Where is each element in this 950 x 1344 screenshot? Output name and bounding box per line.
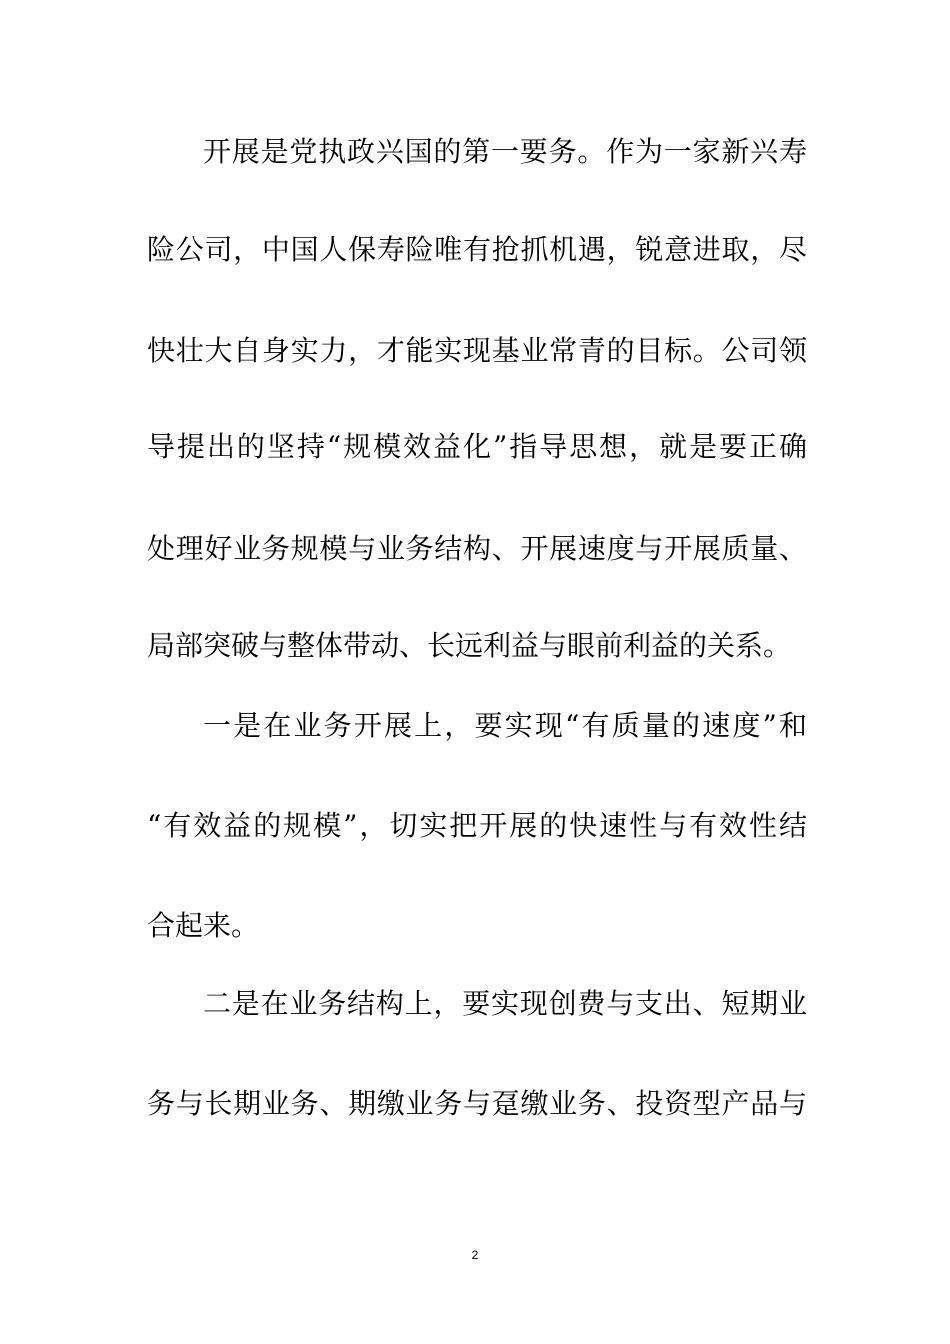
paragraph-1-line-4: 导提出的坚持“规模效益化”指导思想，就是要正确 — [147, 430, 807, 463]
paragraph-3-line-1: 二是在业务结构上，要实现创费与支出、短期业 — [203, 987, 807, 1020]
paragraph-1-line-3: 快壮大自身实力，才能实现基业常青的目标。公司领 — [147, 334, 807, 367]
paragraph-1-line-5: 处理好业务规模与业务结构、开展速度与开展质量、 — [147, 532, 807, 565]
paragraph-3-line-2: 务与长期业务、期缴业务与趸缴业务、投资型产品与 — [147, 1087, 807, 1120]
paragraph-1-line-6: 局部突破与整体带动、长远利益与眼前利益的关系。 — [147, 629, 792, 662]
paragraph-2-line-3: 合起来。 — [147, 909, 260, 942]
paragraph-1-line-2: 险公司，中国人保寿险唯有抢抓机遇，锐意进取，尽 — [147, 233, 807, 266]
paragraph-2-line-1: 一是在业务开展上，要实现“有质量的速度”和 — [203, 709, 807, 742]
page-number: 2 — [471, 1248, 479, 1262]
paragraph-2-line-2: “有效益的规模”，切实把开展的快速性与有效性结 — [147, 809, 807, 842]
paragraph-1-line-1: 开展是党执政兴国的第一要务。作为一家新兴寿 — [203, 135, 807, 168]
